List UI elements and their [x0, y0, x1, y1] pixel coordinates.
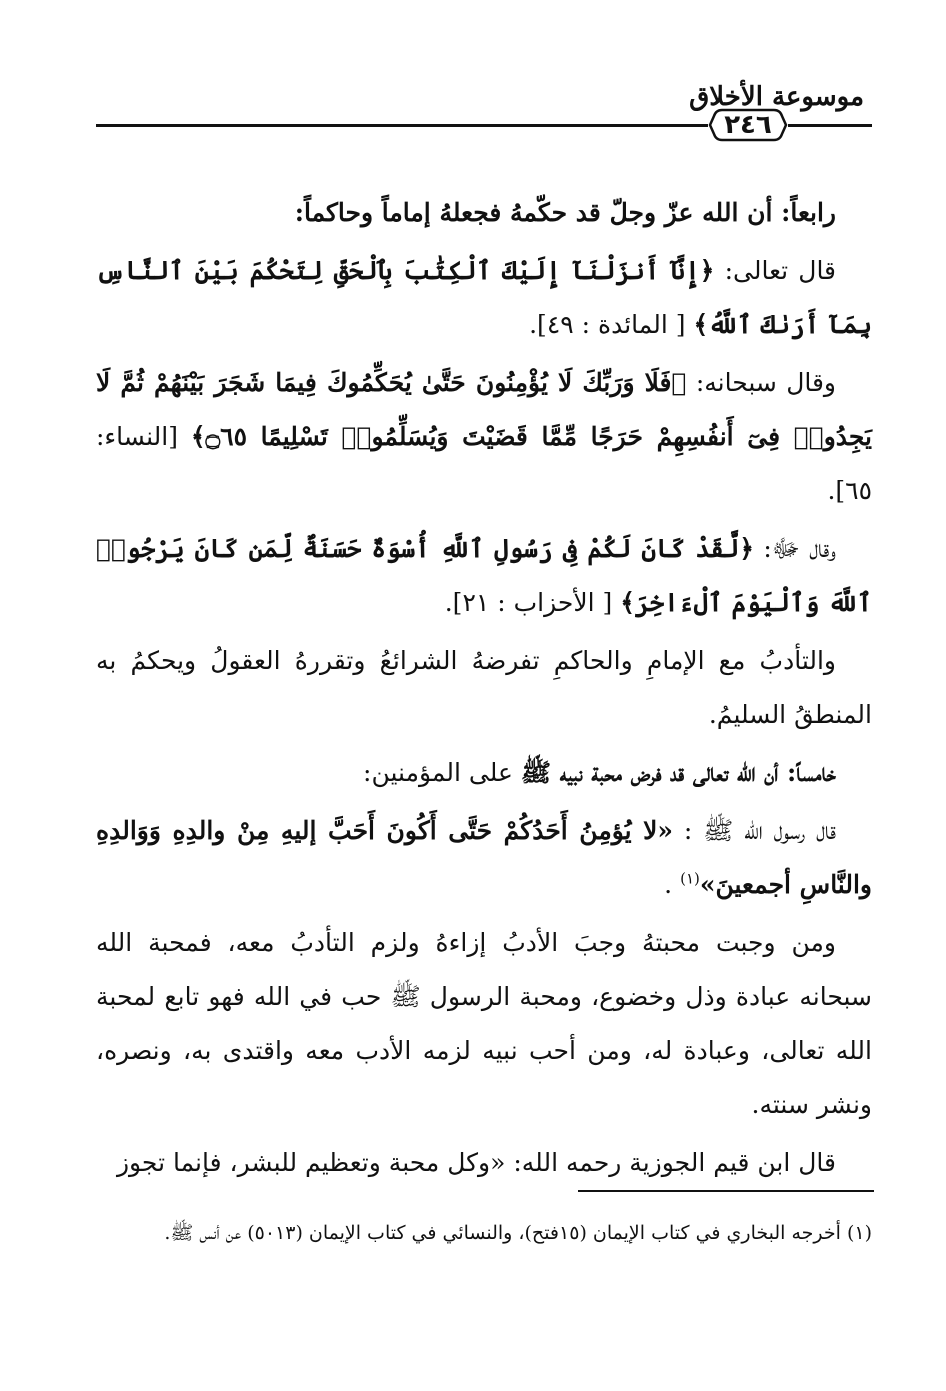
section-heading-fifth — [96, 746, 872, 800]
quote-intro: وقال سبحانه: — [686, 368, 836, 397]
footnote-marker: (١) — [680, 869, 700, 888]
page-number: ٢٤٦ — [724, 110, 772, 140]
paragraph-adab-ruler: والتأدبُ مع الإمامِ والحاكمِ تفرضهُ الشرائعُ وتقررهُ العقولُ ويحكمُ به المنطقُ السليمُ. — [96, 646, 872, 729]
section-heading-fourth: رابعاً: أن الله عزّ وجلّ قد حكّمهُ فجعلهُ إماماً وحاكماً: — [294, 198, 836, 227]
quote-intro: قال تعالى: — [714, 256, 837, 285]
page-number-frame — [708, 106, 788, 144]
quran-verse: ﴿إِنَّآ أَنزَلْنَآ إِلَيْكَ ٱلْكِتَٰبَ بِٱلْحَقِّ لِتَحْكُمَ بَيْنَ ٱلنَّاسِ بِمَآ أَرَىٰكَ ٱللَّهُ﴾ — [96, 256, 872, 339]
paragraph-quran-ahzab — [96, 522, 872, 630]
heading-bold-text: خامساً: أن الله تعالى قد فرض محبة نبيه ﷺ — [520, 758, 836, 787]
verse-reference: [ المائدة : ٤٩]. — [529, 310, 694, 339]
paragraph-hadith — [96, 804, 872, 912]
page-header — [96, 70, 872, 140]
book-title: موسوعة الأخلاق — [689, 82, 864, 112]
quran-verse: ﴿فَلَا وَرَبِّكَ لَا يُؤْمِنُونَ حَتَّىٰ يُحَكِّمُوكَ فِيمَا شَجَرَ بَيْنَهُمْ ثُمَّ لَا يَجِدُوا۟ فِىٓ أَنفُسِهِمْ حَرَجًا مِّمَّا قَضَيْتَ وَيُسَلِّمُوا۟ تَسْلِيمًا ۝٦٥﴾ — [96, 368, 872, 451]
header-rule-right — [788, 124, 872, 127]
footnote-1: (١) أخرجه البخاري في كتاب الإيمان (١٥فتح)، والنسائي في كتاب الإيمان (٥٠١٣) عن أنس ﷺ. — [164, 1222, 872, 1244]
sentence-end: . — [664, 870, 681, 899]
hadith-text: «لا يُؤمِنُ أَحَدُكُمْ حَتَّى أَكُونَ أَحَبَّ إليهِ مِنْ والدِهِ وَوَالدِهِ والنَّاسِ أجمعينَ» — [96, 816, 872, 899]
paragraph-quran-nisa — [96, 356, 872, 518]
footnote-divider — [578, 1190, 874, 1192]
quote-intro: وقال ﷻ: — [754, 534, 836, 563]
quran-verse: ﴿لَّقَدْ كَانَ لَكُمْ فِى رَسُولِ ٱللَّهِ أُسْوَةٌ حَسَنَةٌ لِّمَن كَانَ يَرْجُوا۟ ٱللَّهَ وَٱلْيَوْمَ ٱلْءَاخِرَ﴾ — [96, 534, 872, 617]
header-rule-left — [96, 124, 708, 127]
quote-intro: قال رسول الله ﷺ : — [673, 816, 836, 845]
paragraph-quran-maidah — [96, 244, 872, 352]
verse-reference: [النساء: ٦٥]. — [96, 422, 872, 505]
footnotes — [96, 1214, 872, 1252]
paragraph-ibn-qayyim: قال ابن قيم الجوزية رحمه الله: «وكل محبة وتعظيم للبشر، فإنما تجوز — [116, 1148, 836, 1177]
heading-rest-text: على المؤمنين: — [363, 758, 521, 787]
verse-reference: [ الأحزاب : ٢١]. — [444, 588, 621, 617]
paragraph-love-worship: ومن وجبت محبتهُ وجبَ الأدبُ إزاءهُ ولزم التأدبُ معه، فمحبة الله سبحانه عبادة وذل وخضوع، ومحبة الرسول ﷺ حب في الله فهو تابع لمحبة الله تعالى، وعبادة له، ومن أحب نبيه لزمه الأدب معه واقتدى به، ونصره، ونشر سنته. — [96, 928, 872, 1119]
page-body — [96, 186, 872, 1194]
